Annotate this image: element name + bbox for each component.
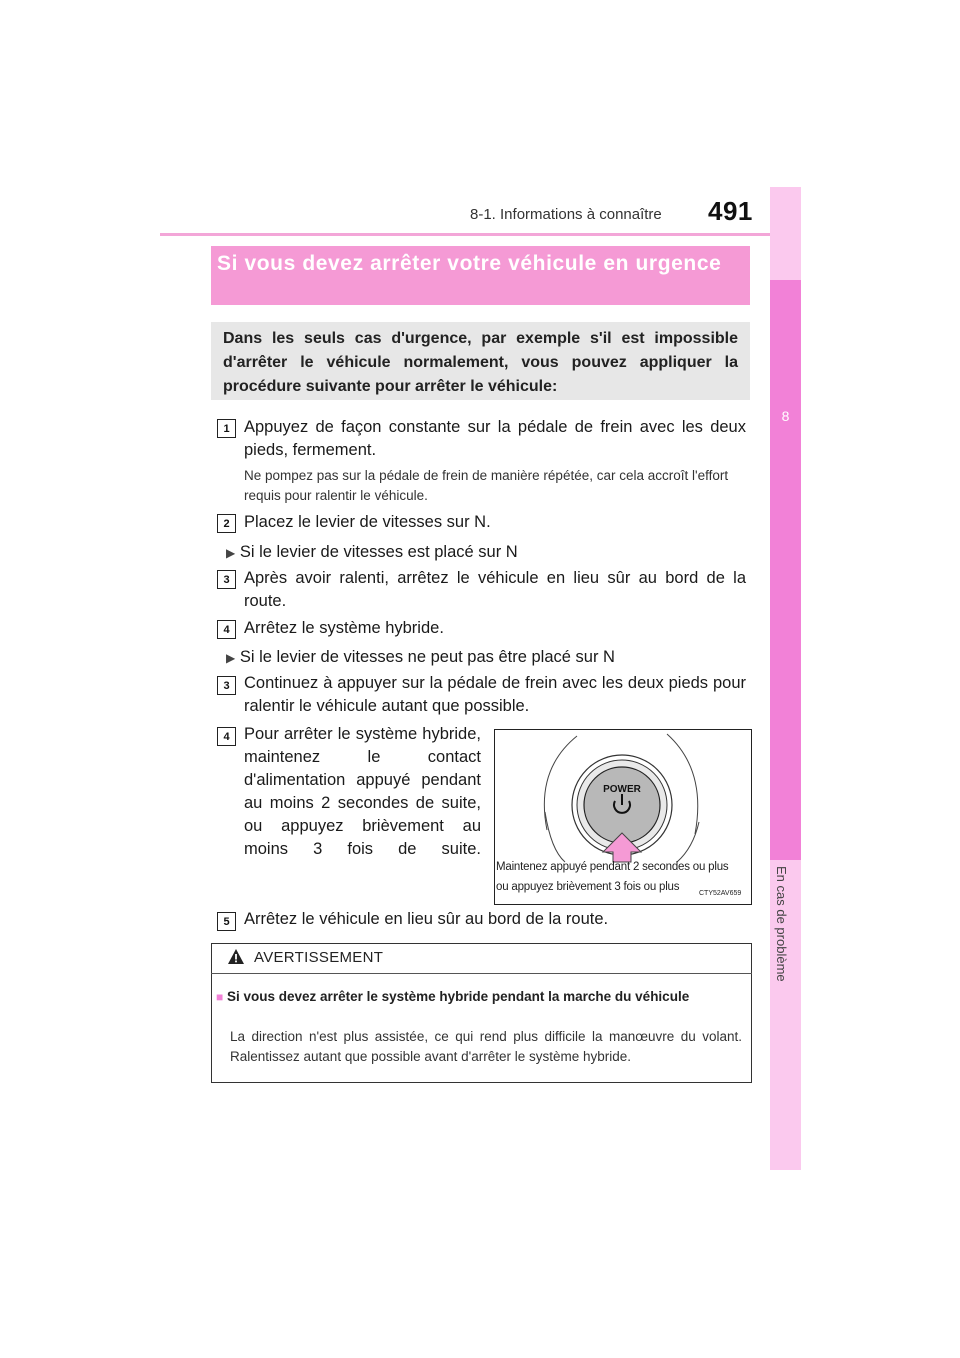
step-text: Arrêtez le système hybride. xyxy=(244,619,444,637)
illustration-code: CTY52AV659 xyxy=(699,890,742,897)
condition-text: Si le levier de vitesses est placé sur N xyxy=(239,543,518,561)
warning-body: La direction n'est plus assistée, ce qui rend plus difficile la manœuvre du volant. Ralentissez autant que possible avant d'arrêter le système hybride. xyxy=(230,1029,742,1064)
warning-title: AVERTISSEMENT xyxy=(254,949,384,966)
warning-subtitle-text: Si vous devez arrêter le système hybride pendant la marche du véhicule xyxy=(227,989,690,1004)
step-text: Placez le levier de vitesses sur N. xyxy=(244,513,491,531)
section-title-bar xyxy=(211,246,750,305)
chapter-number-tab xyxy=(770,280,801,860)
power-button-illustration xyxy=(494,729,752,905)
step-text: Pour arrêter le système hybride, maintenez le contact d'alimentation appuyé pendant au moins 2 secondes de suite, ou appuyez brièvement au moins 3 fois de suite. xyxy=(244,725,481,858)
illustration-caption: ou appuyez brièvement 3 fois ou plus xyxy=(496,881,680,893)
condition-heading xyxy=(226,541,746,565)
warning-subtitle xyxy=(216,987,742,1007)
step-text: Après avoir ralenti, arrêtez le véhicule en lieu sûr au bord de la route. xyxy=(244,569,746,610)
chapter-label: En cas de problème xyxy=(774,866,789,982)
section-reference: 8-1. Informations à connaître xyxy=(470,206,662,223)
chapter-label-box xyxy=(770,860,801,1020)
step-note: Ne pompez pas sur la pédale de frein de manière répétée, car cela accroît l'effort requis pour ralentir le véhicule. xyxy=(244,468,729,503)
step-badge: 3 xyxy=(217,570,236,589)
dashboard-arc-icon xyxy=(667,734,698,834)
page-number: 491 xyxy=(708,196,753,226)
step-text: Continuez à appuyer sur la pédale de frein avec les deux pieds pour ralentir le véhicule autant que possible. xyxy=(244,674,746,715)
step-badge: 5 xyxy=(217,912,236,931)
illustration-caption: Maintenez appuyé pendant 2 secondes ou plus xyxy=(496,861,729,873)
step-text: Arrêtez le véhicule en lieu sûr au bord de la route. xyxy=(244,910,609,928)
triangle-bullet-icon: ▶ xyxy=(226,651,236,665)
warning-triangle-icon xyxy=(227,948,245,966)
header-rule xyxy=(160,233,800,236)
chapter-number: 8 xyxy=(781,408,790,424)
step-text: Appuyez de façon constante sur la pédale de frein avec les deux pieds, fermement. xyxy=(244,418,746,459)
power-button-drawing xyxy=(495,730,751,904)
dashboard-arc-icon xyxy=(545,812,565,862)
condition-heading xyxy=(226,646,746,670)
dashboard-arc-icon xyxy=(544,736,577,830)
step-badge: 4 xyxy=(217,727,236,746)
step-badge: 4 xyxy=(217,620,236,639)
step-badge: 3 xyxy=(217,676,236,695)
power-button-label: POWER xyxy=(603,784,641,795)
step-badge: 1 xyxy=(217,419,236,438)
intro-box xyxy=(211,322,750,400)
warning-divider xyxy=(211,973,752,974)
square-bullet-icon: ■ xyxy=(216,990,224,1004)
step-badge: 2 xyxy=(217,514,236,533)
section-title: Si vous devez arrêter votre véhicule en urgence xyxy=(217,252,722,275)
triangle-bullet-icon: ▶ xyxy=(226,546,236,560)
intro-text: Dans les seuls cas d'urgence, par exemple s'il est impossible d'arrêter le véhicule normalement, vous pouvez appliquer la procédure suivante pour arrêter le véhicule: xyxy=(223,330,738,395)
condition-text: Si le levier de vitesses ne peut pas être placé sur N xyxy=(239,648,615,666)
